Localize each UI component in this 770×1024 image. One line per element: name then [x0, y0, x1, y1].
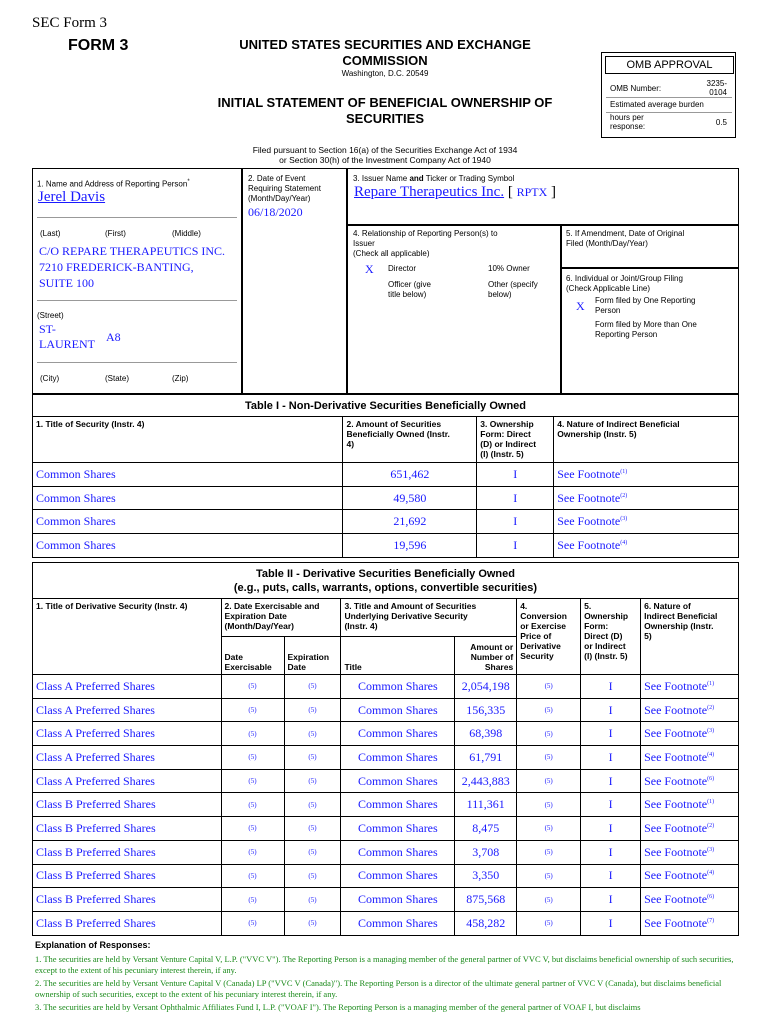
conversion-price: (5)	[517, 888, 581, 912]
derivative-title: Class B Preferred Shares	[33, 911, 222, 935]
ownership-form: I	[581, 911, 641, 935]
derivative-title: Class B Preferred Shares	[33, 888, 222, 912]
reporting-person-label: 1. Name and Address of Reporting Person*	[37, 179, 190, 189]
relationship-label: 4. Relationship of Reporting Person(s) to Issuer (Check all applicable)	[353, 229, 498, 258]
derivative-title: Class A Preferred Shares	[33, 769, 222, 793]
amount-owned: 21,692	[343, 510, 477, 534]
one-person-checkmark[interactable]: X	[576, 299, 585, 313]
table1-col-title: 1. Title of Security (Instr. 4)	[33, 417, 343, 463]
state-value: A8	[106, 330, 121, 344]
expiration-date: (5)	[284, 675, 341, 699]
expiration-date: (5)	[284, 817, 341, 841]
nature-of-ownership[interactable]: See Footnote$^{(3)}$	[641, 722, 739, 746]
nature-of-ownership[interactable]: See Footnote$^{(6)}$	[641, 769, 739, 793]
table2-row	[33, 888, 739, 912]
underlying-amount: 458,282	[455, 911, 517, 935]
underlying-amount: 8,475	[455, 817, 517, 841]
nature-of-ownership[interactable]: See Footnote$^{(4)}$	[554, 534, 739, 558]
expiration-date: (5)	[284, 769, 341, 793]
ownership-form: I	[477, 486, 554, 510]
amount-owned: 19,596	[343, 534, 477, 558]
date-exercisable: (5)	[221, 864, 284, 888]
date-exercisable: (5)	[221, 840, 284, 864]
nature-of-ownership[interactable]: See Footnote$^{(4)}$	[641, 864, 739, 888]
nature-of-ownership[interactable]: See Footnote$^{(2)}$	[641, 817, 739, 841]
table2-col-title: 1. Title of Derivative Security (Instr. 4)	[33, 599, 222, 675]
table2-row	[33, 722, 739, 746]
expiration-date: (5)	[284, 864, 341, 888]
table1-row	[33, 463, 739, 487]
underlying-title: Common Shares	[341, 746, 455, 770]
underlying-title: Common Shares	[341, 675, 455, 699]
director-checkmark[interactable]: X	[365, 262, 374, 276]
statement-title: INITIAL STATEMENT OF BENEFICIAL OWNERSHIP OF SECURITIES	[217, 95, 553, 126]
conversion-price: (5)	[517, 911, 581, 935]
derivative-title: Class B Preferred Shares	[33, 864, 222, 888]
table2-row	[33, 675, 739, 699]
expiration-date: (5)	[284, 840, 341, 864]
agency-location: Washington, D.C. 20549	[341, 69, 429, 78]
last-label: (Last)	[40, 229, 61, 238]
table2-col-under-title: Title	[341, 637, 455, 675]
amount-owned: 651,462	[343, 463, 477, 487]
filing-label: 6. Individual or Joint/Group Filing (Check Applicable Line)	[566, 274, 683, 293]
omb-number-label: OMB Number:	[610, 84, 662, 93]
omb-approval-box	[601, 52, 736, 138]
table1-col-amount: 2. Amount of Securities Beneficially Owned (Instr. 4)	[343, 417, 477, 463]
derivative-title: Class B Preferred Shares	[33, 817, 222, 841]
ownership-form: I	[581, 698, 641, 722]
table2-col-dates: 2. Date Exercisable and Expiration Date (Month/Day/Year)	[221, 599, 341, 637]
explanation-note: 1. The securities are held by Versant Venture Capital V, L.P. ("VVC V"). The Reporting Person is a managing member of the general partner of VVC V, but disclaims beneficial ownership of such securities, except to the extent of his pecuniary interest therein, if any.	[35, 954, 734, 975]
underlying-title: Common Shares	[341, 840, 455, 864]
conversion-price: (5)	[517, 769, 581, 793]
state-label: (State)	[105, 374, 130, 383]
derivative-title: Class A Preferred Shares	[33, 722, 222, 746]
one-person-label: Form filed by One Reporting Person	[595, 296, 696, 315]
table2-row	[33, 793, 739, 817]
ownership-form: I	[581, 793, 641, 817]
derivative-title: Class A Preferred Shares	[33, 746, 222, 770]
derivative-title: Class B Preferred Shares	[33, 840, 222, 864]
nature-of-ownership[interactable]: See Footnote$^{(1)}$	[641, 793, 739, 817]
expiration-date: (5)	[284, 746, 341, 770]
ownership-form: I	[477, 463, 554, 487]
table2-col-underlying: 3. Title and Amount of Securities Underlying Derivative Security (Instr. 4)	[341, 599, 517, 637]
nature-of-ownership[interactable]: See Footnote$^{(2)}$	[641, 698, 739, 722]
derivative-title: Class B Preferred Shares	[33, 793, 222, 817]
underlying-title: Common Shares	[341, 864, 455, 888]
derivative-title: Class A Preferred Shares	[33, 675, 222, 699]
more-persons-label: Form filed by More than One Reporting Person	[595, 320, 697, 339]
table2-row	[33, 698, 739, 722]
issuer-label: 3. Issuer Name and Ticker or Trading Symbol	[353, 174, 515, 183]
omb-hours-label: hours per response:	[610, 113, 646, 131]
omb-burden-label: Estimated average burden	[610, 100, 704, 109]
underlying-amount: 2,054,198	[455, 675, 517, 699]
nature-of-ownership[interactable]: See Footnote$^{(6)}$	[641, 888, 739, 912]
security-title: Common Shares	[33, 486, 343, 510]
explanation-title: Explanation of Responses:	[35, 940, 151, 950]
underlying-title: Common Shares	[341, 722, 455, 746]
table-derivative	[32, 562, 739, 936]
underlying-amount: 68,398	[455, 722, 517, 746]
table2-col-exercisable: Date Exercisable	[221, 637, 284, 675]
underlying-title: Common Shares	[341, 698, 455, 722]
omb-number-value: 3235- 0104	[706, 79, 727, 97]
underlying-amount: 3,708	[455, 840, 517, 864]
expiration-date: (5)	[284, 793, 341, 817]
nature-of-ownership[interactable]: See Footnote$^{(7)}$	[641, 911, 739, 935]
nature-of-ownership[interactable]: See Footnote$^{(3)}$	[641, 840, 739, 864]
security-title: Common Shares	[33, 463, 343, 487]
ownership-form: I	[581, 769, 641, 793]
conversion-price: (5)	[517, 698, 581, 722]
underlying-amount: 111,361	[455, 793, 517, 817]
ownership-form: I	[581, 888, 641, 912]
underlying-amount: 3,350	[455, 864, 517, 888]
table1-row	[33, 534, 739, 558]
ownership-form: I	[581, 864, 641, 888]
table2-title: Table II - Derivative Securities Beneficially Owned (e.g., puts, calls, warrants, options, convertible securities)	[33, 563, 739, 599]
underlying-title: Common Shares	[341, 793, 455, 817]
omb-hours-value: 0.5	[715, 118, 727, 127]
event-date-value: 06/18/2020	[248, 205, 303, 219]
table2-row	[33, 769, 739, 793]
table2-row	[33, 911, 739, 935]
date-exercisable: (5)	[221, 698, 284, 722]
underlying-amount: 2,443,883	[455, 769, 517, 793]
reporting-person-name[interactable]: Jerel Davis	[38, 189, 106, 205]
conversion-price: (5)	[517, 817, 581, 841]
ownership-form: I	[581, 675, 641, 699]
nature-of-ownership[interactable]: See Footnote$^{(1)}$	[554, 463, 739, 487]
issuer-name-link[interactable]: Repare Therapeutics Inc.	[354, 184, 505, 200]
ownership-form: I	[477, 510, 554, 534]
conversion-price: (5)	[517, 746, 581, 770]
street-label: (Street)	[37, 311, 64, 320]
ownership-form: I	[581, 817, 641, 841]
expiration-date: (5)	[284, 722, 341, 746]
director-label: Director	[388, 264, 417, 273]
middle-label: (Middle)	[172, 229, 201, 238]
security-title: Common Shares	[33, 534, 343, 558]
table2-col-form: 5. Ownership Form: Direct (D) or Indirect (I) (Instr. 5)	[581, 599, 641, 675]
underlying-title: Common Shares	[341, 769, 455, 793]
officer-label: Officer (give title below)	[388, 280, 431, 299]
nature-of-ownership[interactable]: See Footnote$^{(2)}$	[554, 486, 739, 510]
table2-col-price: 4. Conversion or Exercise Price of Derivative Security	[517, 599, 581, 675]
issuer-name-line: Repare Therapeutics Inc. [ RPTX ]	[354, 184, 557, 200]
table1-title: Table I - Non-Derivative Securities Beneficially Owned	[33, 395, 739, 417]
date-exercisable: (5)	[221, 888, 284, 912]
underlying-title: Common Shares	[341, 817, 455, 841]
ten-percent-owner-label: 10% Owner	[488, 264, 530, 273]
date-exercisable: (5)	[221, 911, 284, 935]
other-label: Other (specify below)	[488, 280, 538, 299]
conversion-price: (5)	[517, 793, 581, 817]
date-exercisable: (5)	[221, 746, 284, 770]
ownership-form: I	[581, 722, 641, 746]
table2-col-nature: 6. Nature of Indirect Beneficial Ownership (Instr. 5)	[641, 599, 739, 675]
table2-row	[33, 840, 739, 864]
agency-title: UNITED STATES SECURITIES AND EXCHANGE COMMISSION	[239, 37, 531, 68]
table-non-derivative	[32, 394, 739, 558]
underlying-title: Common Shares	[341, 888, 455, 912]
sec-form-label: SEC Form 3	[32, 15, 108, 31]
conversion-price: (5)	[517, 864, 581, 888]
explanation-notes	[35, 954, 735, 1013]
underlying-amount: 61,791	[455, 746, 517, 770]
table1-col-form: 3. Ownership Form: Direct (D) or Indirect (I) (Instr. 5)	[477, 417, 554, 463]
omb-title: OMB APPROVAL	[605, 56, 734, 74]
explanation-note: 2. The securities are held by Versant Venture Capital V (Canada) LP ("VVC V (Canada)"). The Reporting Person is a director of the ultimate general partner of VVC V (Canada), but disclaims beneficial ownership of such securities, except to the extent of his pecuniary interest therein, if any.	[35, 978, 722, 999]
table1-row	[33, 510, 739, 534]
issuer-ticker: RPTX	[516, 185, 548, 199]
nature-of-ownership[interactable]: See Footnote$^{(3)}$	[554, 510, 739, 534]
underlying-title: Common Shares	[341, 911, 455, 935]
nature-of-ownership[interactable]: See Footnote$^{(4)}$	[641, 746, 739, 770]
expiration-date: (5)	[284, 888, 341, 912]
event-date-label: 2. Date of Event Requiring Statement (Month/Day/Year)	[248, 174, 321, 203]
city-value: ST- LAURENT	[39, 322, 95, 351]
filed-pursuant: Filed pursuant to Section 16(a) of the Securities Exchange Act of 1934 or Section 30(h) of the Investment Company Act of 1940	[252, 145, 518, 165]
zip-label: (Zip)	[172, 374, 189, 383]
city-label: (City)	[40, 374, 60, 383]
table2-row	[33, 746, 739, 770]
conversion-price: (5)	[517, 840, 581, 864]
reporting-person-address: C/O REPARE THERAPEUTICS INC. 7210 FREDERICK-BANTING, SUITE 100	[39, 244, 226, 290]
underlying-amount: 875,568	[455, 888, 517, 912]
conversion-price: (5)	[517, 722, 581, 746]
expiration-date: (5)	[284, 698, 341, 722]
table1-col-nature: 4. Nature of Indirect Beneficial Ownership (Instr. 5)	[554, 417, 739, 463]
ownership-form: I	[477, 534, 554, 558]
amount-owned: 49,580	[343, 486, 477, 510]
ownership-form: I	[581, 746, 641, 770]
date-exercisable: (5)	[221, 817, 284, 841]
date-exercisable: (5)	[221, 793, 284, 817]
underlying-amount: 156,335	[455, 698, 517, 722]
date-exercisable: (5)	[221, 675, 284, 699]
date-exercisable: (5)	[221, 769, 284, 793]
security-title: Common Shares	[33, 510, 343, 534]
expiration-date: (5)	[284, 911, 341, 935]
table2-col-expiration: Expiration Date	[284, 637, 341, 675]
amendment-label: 5. If Amendment, Date of Original Filed (Month/Day/Year)	[566, 229, 685, 248]
table1-row	[33, 486, 739, 510]
table2-row	[33, 817, 739, 841]
form-title: FORM 3	[68, 37, 129, 54]
table2-row	[33, 864, 739, 888]
explanation-note: 3. The securities are held by Versant Ophthalmic Affiliates Fund I, L.P. ("VOAF I"). The Reporting Person is a managing member of the general partner of VOAF I, but disclaims	[35, 1002, 641, 1012]
first-label: (First)	[105, 229, 126, 238]
conversion-price: (5)	[517, 675, 581, 699]
derivative-title: Class A Preferred Shares	[33, 698, 222, 722]
table2-col-amount: Amount or Number of Shares	[455, 637, 517, 675]
ownership-form: I	[581, 840, 641, 864]
nature-of-ownership[interactable]: See Footnote$^{(1)}$	[641, 675, 739, 699]
date-exercisable: (5)	[221, 722, 284, 746]
